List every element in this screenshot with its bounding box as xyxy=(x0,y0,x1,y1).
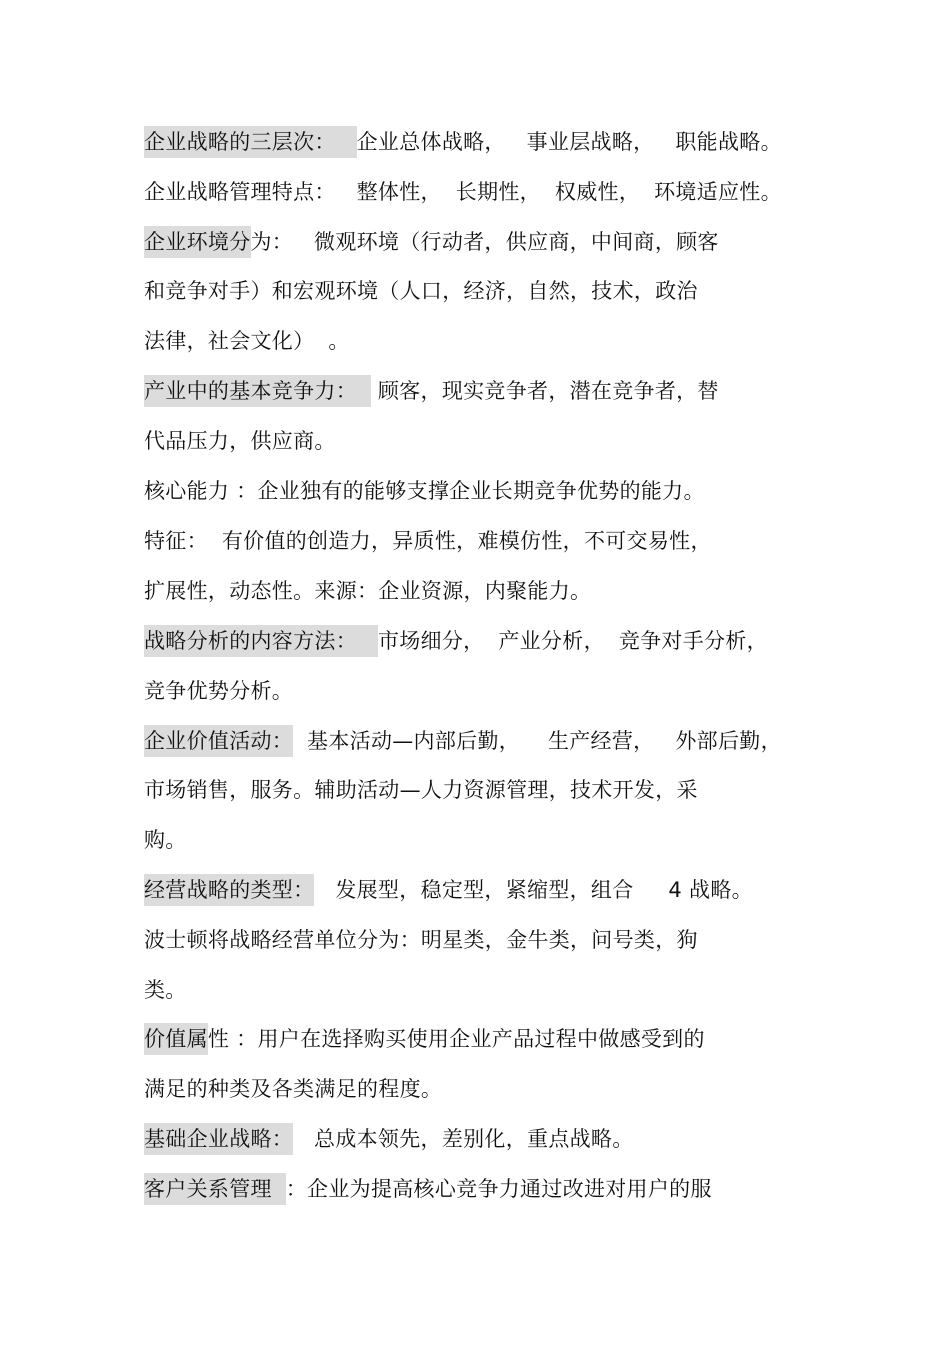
text-line xyxy=(144,724,782,758)
line-text: 核心能力 ：企业独有的能够支撑企业长期竞争优势的能力。 xyxy=(144,479,705,503)
text-line xyxy=(144,125,782,159)
text-line xyxy=(144,474,705,508)
text-line xyxy=(144,873,753,907)
line-text: 为： 微观环境（行动者，供应商，中间商，顾客 xyxy=(250,230,719,254)
highlighted-term: 企业战略的三层次： xyxy=(144,126,357,158)
line-text: 类。 xyxy=(144,978,187,1002)
highlighted-term: 产业中的基本竞争力： xyxy=(144,375,371,407)
text-line xyxy=(144,1022,705,1056)
line-text: 企业总体战略， 事业层战略， 职能战略。 xyxy=(356,130,782,154)
line-text: 基本活动—内部后勤， 生产经营， 外部后勤， xyxy=(293,729,782,753)
text-line xyxy=(144,823,187,857)
text-line xyxy=(144,175,782,209)
line-text: 扩展性，动态性。来源：企业资源，内聚能力。 xyxy=(144,579,592,603)
highlighted-term: 企业价值活动： xyxy=(144,725,293,757)
highlighted-term: 经营战略的类型： xyxy=(144,874,314,906)
line-text: 顾客，现实竞争者，潜在竞争者，替 xyxy=(370,379,719,403)
highlighted-term: 价值属 xyxy=(144,1023,208,1055)
text-line xyxy=(144,1122,634,1156)
text-line xyxy=(144,424,336,458)
line-text: ：企业为提高核心竞争力通过改进对用户的服 xyxy=(285,1177,712,1201)
text-line xyxy=(144,574,591,608)
highlighted-term: 基础企业战略： xyxy=(144,1123,293,1155)
text-line xyxy=(144,1072,442,1106)
highlighted-term: 企业环境分 xyxy=(144,226,251,258)
line-text: 市场细分， 产业分析， 竞争对手分析， xyxy=(377,629,768,653)
line-text: 和竞争对手）和宏观环境（人口，经济，自然，技术，政治 xyxy=(144,279,698,303)
line-text: 满足的种类及各类满足的程度。 xyxy=(144,1077,443,1101)
line-text: 竞争优势分析。 xyxy=(144,679,294,703)
line-text: 总成本领先，差别化，重点战略。 xyxy=(293,1127,634,1151)
text-line xyxy=(144,524,712,558)
line-text: 发展型，稳定型，紧缩型，组合 4 战略。 xyxy=(314,878,753,902)
line-text: 法律，社会文化） 。 xyxy=(144,329,350,353)
text-line xyxy=(144,1172,712,1206)
text-line xyxy=(144,674,293,708)
line-text: 波士顿将战略经营单位分为：明星类，金牛类，问号类，狗 xyxy=(144,928,698,952)
line-text: 购。 xyxy=(144,828,187,852)
line-text: 代品压力，供应商。 xyxy=(144,429,336,453)
text-line xyxy=(144,225,719,259)
highlighted-term: 客户关系管理 xyxy=(144,1173,286,1205)
text-line xyxy=(144,973,187,1007)
line-text: 市场销售，服务。辅助活动—人力资源管理，技术开发，采 xyxy=(144,778,698,802)
text-line xyxy=(144,923,698,957)
text-line xyxy=(144,274,698,308)
line-text: 企业战略管理特点： 整体性， 长期性， 权威性， 环境适应性。 xyxy=(144,180,782,204)
text-line xyxy=(144,773,698,807)
line-text: 性 ：用户在选择购买使用企业产品过程中做感受到的 xyxy=(207,1027,705,1051)
highlighted-term: 战略分析的内容方法： xyxy=(144,625,378,657)
text-line xyxy=(144,374,719,408)
text-line xyxy=(144,324,350,358)
line-text: 特征： 有价值的创造力，异质性，难模仿性，不可交易性， xyxy=(144,529,712,553)
text-line xyxy=(144,624,768,658)
